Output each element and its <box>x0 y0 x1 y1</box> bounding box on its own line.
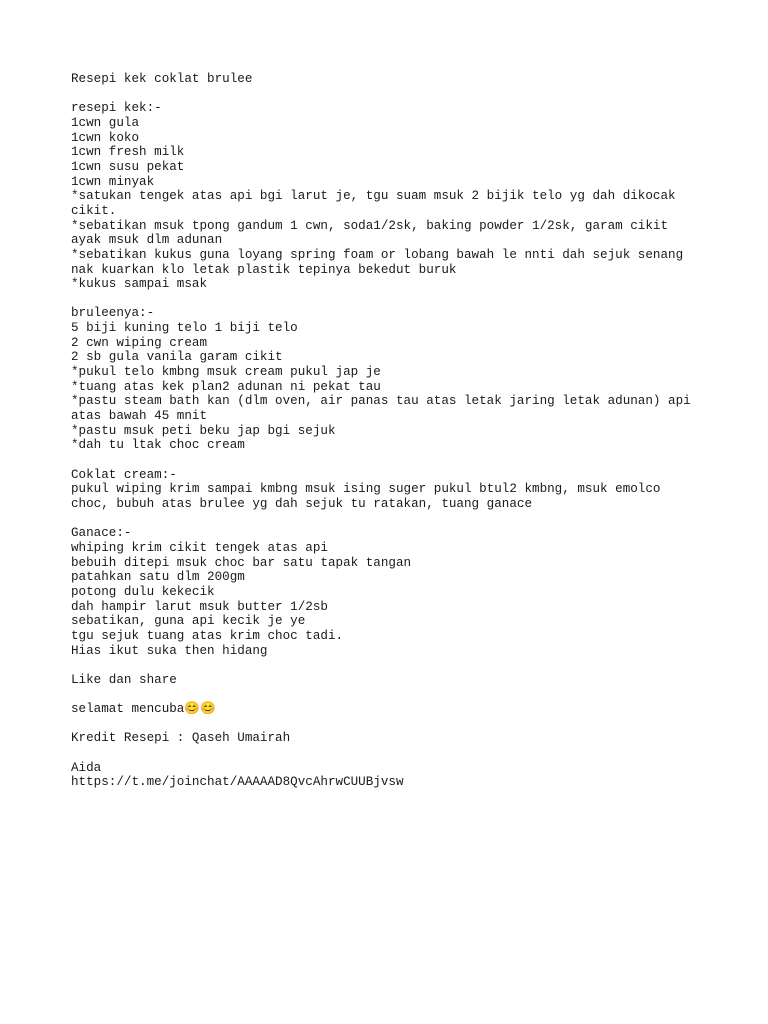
kek-line: 1cwn fresh milk <box>71 145 185 160</box>
kek-line: 1cwn susu pekat <box>71 159 185 174</box>
kek-line: ayak msuk dlm adunan <box>71 233 223 248</box>
blank-line <box>71 292 731 307</box>
like-share-text: Like dan share <box>71 672 177 687</box>
ganace-heading: Ganace:- <box>71 526 132 541</box>
ganace-line: whiping krim cikit tengek atas api <box>71 540 328 555</box>
selamat-mencuba-text: selamat mencuba😊😊 <box>71 702 216 717</box>
blank-line <box>71 512 731 527</box>
kek-line: 1cwn gula <box>71 115 140 130</box>
kek-line: *sebatikan msuk tpong gandum 1 cwn, soda1/2sk, baking powder 1/2sk, garam cikit <box>71 218 669 233</box>
recipe-title: Resepi kek coklat brulee <box>71 72 253 86</box>
author-name: Aida <box>71 760 102 775</box>
ganace-line: tgu sejuk tuang atas krim choc tadi. <box>71 628 344 643</box>
coklat-cream-heading: Coklat cream:- <box>71 467 177 482</box>
brulee-line: atas bawah 45 mnit <box>71 409 208 424</box>
ganace-line: patahkan satu dlm 200gm <box>71 570 245 585</box>
brulee-line: *pukul telo kmbng msuk cream pukul jap je <box>71 365 381 380</box>
brulee-heading: bruleenya:- <box>71 306 155 321</box>
ganace-line: Hias ikut suka then hidang <box>71 643 268 658</box>
kek-line: *kukus sampai msak <box>71 277 208 292</box>
blank-line <box>71 687 731 702</box>
blank-line <box>71 658 731 673</box>
brulee-line: 2 sb gula vanila garam cikit <box>71 350 283 365</box>
kek-heading: resepi kek:- <box>71 101 162 116</box>
brulee-line: 2 cwn wiping cream <box>71 335 208 350</box>
kek-line: 1cwn minyak <box>71 174 155 189</box>
kek-line: 1cwn koko <box>71 130 140 145</box>
brulee-line: *dah tu ltak choc cream <box>71 438 245 453</box>
brulee-line: *pastu steam bath kan (dlm oven, air panas tau atas letak jaring letak adunan) api <box>71 394 691 409</box>
ganace-line: dah hampir larut msuk butter 1/2sb <box>71 599 328 614</box>
ganace-line: potong dulu kekecik <box>71 584 215 599</box>
blank-line <box>71 746 731 761</box>
brulee-line: 5 biji kuning telo 1 biji telo <box>71 321 298 336</box>
telegram-link[interactable]: https://t.me/joinchat/AAAAAD8QvcAhrwCUUBjvsw <box>71 775 404 790</box>
kek-line: cikit. <box>71 203 117 218</box>
recipe-credit: Kredit Resepi : Qaseh Umairah <box>71 731 291 746</box>
recipe-document <box>71 72 731 790</box>
ganace-line: sebatikan, guna api kecik je ye <box>71 614 306 629</box>
kek-line: *sebatikan kukus guna loyang spring foam or lobang bawah le nnti dah sejuk senang <box>71 247 684 262</box>
ganace-line: bebuih ditepi msuk choc bar satu tapak tangan <box>71 555 412 570</box>
brulee-line: *pastu msuk peti beku jap bgi sejuk <box>71 423 336 438</box>
blank-line <box>71 453 731 468</box>
brulee-line: *tuang atas kek plan2 adunan ni pekat tau <box>71 379 381 394</box>
kek-line: nak kuarkan klo letak plastik tepinya bekedut buruk <box>71 262 457 277</box>
coklat-cream-line: pukul wiping krim sampai kmbng msuk ising suger pukul btul2 kmbng, msuk emolco <box>71 482 661 497</box>
blank-line <box>71 717 731 732</box>
coklat-cream-line: choc, bubuh atas brulee yg dah sejuk tu ratakan, tuang ganace <box>71 496 533 511</box>
kek-line: *satukan tengek atas api bgi larut je, tgu suam msuk 2 bijik telo yg dah dikocak <box>71 189 676 204</box>
blank-line <box>71 87 731 102</box>
